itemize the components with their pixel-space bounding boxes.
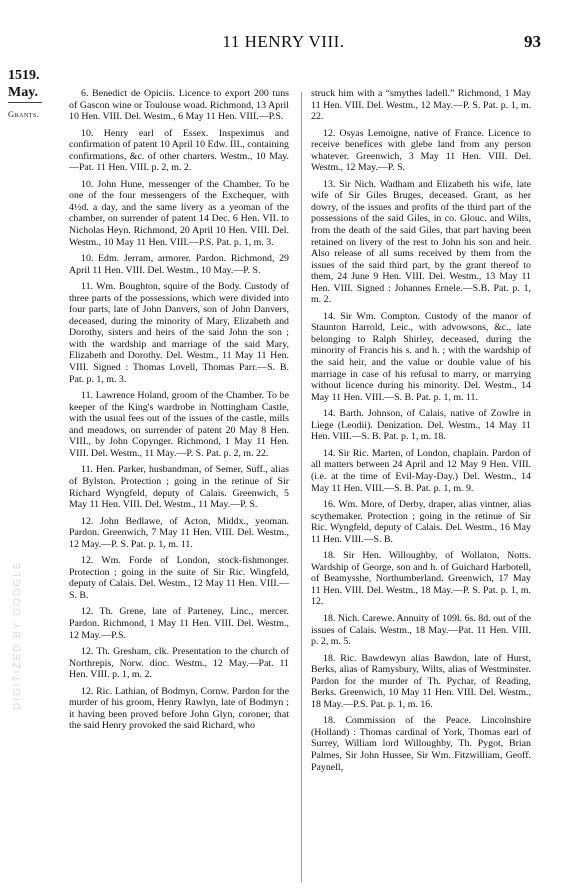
calendar-entry: 16. Wm. More, of Derby, draper, alias vintner, alias scythemaker. Protection ; going in the retinue of Sir Ric. Wyngfeld, deputy of Calais. Del. Westm., 16 May 11 Hen. VIII.—S. B. bbox=[311, 499, 531, 545]
calendar-entry: 12. Th. Grene, late of Parteney, Linc., mercer. Pardon. Richmond, 1 May 11 Hen. VIII. Del. Westm., 12 May.—P.S. bbox=[69, 606, 289, 641]
margin-year: 1519. bbox=[8, 68, 40, 83]
calendar-entry: 12. Wm. Forde of London, stock-fishmonger. Protection ; going in the suite of Sir Ric. Wingfeld, deputy of Calais. Del. Westm., 12 May 11 Hen. VIII.—S. B. bbox=[69, 555, 289, 601]
calendar-entry: 18. Sir Hen. Willoughby, of Wollaton, Notts. Wardship of George, son and h. of Guichard Harbotell, of Beamysshe, Northumberland. Greenwich, 17 May 11 Hen. VIII. Del. Westm., 18 May.—P. S. Pat. p. 1, m. 12. bbox=[311, 550, 531, 608]
calendar-entry: 10. Henry earl of Essex. Inspeximus and confirmation of patent 10 April 10 Edw. III., containing confirmations, &c. of other charters. Westm., 10 May.—Pat. 11 Hen. VIII. p. 2, m. 2. bbox=[69, 127, 289, 174]
right-column bbox=[311, 88, 531, 778]
calendar-entry: 11. Hen. Parker, husbandman, of Semer, Suff., alias of Bylston. Protection ; going in the retinue of Sir Richard Wyngfeld, deputy of Calais. Greenwich, 5 May 11 Hen. VIII. Del. Westm., 11 May.—P. S. bbox=[69, 464, 289, 511]
left-column bbox=[69, 88, 289, 737]
calendar-entry: 12. Osyas Lemoigne, native of France. Licence to receive benefices with glebe land from any person whatever. Greenwich, 3 May 11 Hen. VIII. Del. Westm., 12 May.—P. S. bbox=[311, 127, 531, 174]
page-number: 93 bbox=[524, 32, 541, 51]
calendar-entry: 14. Sir Ric. Marten, of London, chaplain. Pardon of all matters between 24 April and 12 May 9 Hen. VIII. (i.e. at the time of Evil-May-Day.) Del. Westm., 14 May 11 Hen. VIII.—S. B. Pat. p. 1, m. 9. bbox=[311, 447, 531, 494]
running-title: 11 HENRY VIII. bbox=[222, 32, 345, 51]
calendar-entry: 6. Benedict de Opiciis. Licence to export 200 tuns of Gascon wine or Toulouse woad. Richmond, 13 April 10 Hen. VIII. Del. Westm., 6 May 11 Hen. VIII.—P.S. bbox=[69, 88, 289, 123]
calendar-entry: 13. Sir Nich. Wadham and Elizabeth his wife, late wife of Sir Giles Bruges, deceased. Grant, as her dowry, of the issues and profits of the third part of the possessions of the said Giles, in co. Glouc. and Wilts, from the death of the said Giles, that part having been retained on livery of the rest to John his son and heir. Also release of all sums received by them from the issues of the said third part, by the grant thereof to them, 24 June 9 Hen. VIII. Del. Westm., 13 May 11 Hen. VIII. Signed : Johannes Ernele.—S.B. Pat. p. 1, m. 2. bbox=[311, 178, 531, 306]
running-head bbox=[0, 32, 567, 52]
column-divider bbox=[301, 92, 302, 882]
calendar-entry: 14. Sir Wm. Compton. Custody of the manor of Staunton Harrold, Leic., with advowsons, &c., late belonging to Ralph Shirley, deceased, during the minority of Francis his s. and h. ; with the wardship of the said heir, and the value or double value of his marriage in case of his refusal to marry, or marrying without licence during his minority. Del. Westm., 14 May 11 Hen. VIII.—S. B. Pat. p. 1, m. 11. bbox=[311, 310, 531, 403]
calendar-entry: 10. Edm. Jerram, armorer. Pardon. Richmond, 29 April 11 Hen. VIII. Del. Westm., 10 May.—P. S. bbox=[69, 253, 289, 276]
calendar-entry: 12. Th. Gresham, clk. Presentation to the church of Northrepis, Norw. dioc. Westm., 12 May.—Pat. 11 Hen. VIII. p. 1, m. 2. bbox=[69, 646, 289, 681]
calendar-entry: 12. Ric. Lathian, of Bodmyn, Cornw. Pardon for the murder of his groom, Henry Rawlyn, late of Bodmyn ; it having been proved before John Glyn, coroner, that the said Henry provoked the said Richard, who bbox=[69, 685, 289, 732]
calendar-entry: 10. John Hune, messenger of the Chamber. To be one of the four messengers of the Exchequer, with 4½d. a day, and the same livery as a yeoman of the chamber, on surrender of patent 14 Dec. 6 Hen. VII. to Nicholas Heyn. Richmond, 20 April 10 Hen. VIII. Del. Westm., 10 May 11 Hen. VIII.—P.S. Pat. p. 1, m. 3. bbox=[69, 178, 289, 248]
calendar-entry: 18. Ric. Bawdewyn alias Bawdon, late of Hurst, Berks, alias of Ramysbury, Wilts, alias of Westminster. Pardon for the murder of Th. Pychar, of Reading, Berks. Greenwich, 10 May 11 Hen. VIII. Del. Westm., 18 May.—P.S. Pat. p. 1, m. 16. bbox=[311, 652, 531, 710]
margin-notes bbox=[8, 68, 58, 121]
calendar-entry: 14. Barth. Johnson, of Calais, native of Zowlre in Liege (Leodii). Denization. Del. Westm., 14 May 11 Hen. VIII.—S. B. Pat. p. 1, m. 18. bbox=[311, 408, 531, 443]
calendar-entry: 18. Commission of the Peace. Lincolnshire (Holland) : Thomas cardinal of York, Thomas earl of Surrey, William lord Willoughby, Th. Pygot, Brian Palmes, Sir John Hussee, Sir Wm. Fitzwilliam, Geoff. Paynell, bbox=[311, 715, 531, 773]
calendar-entry: 11. Lawrence Holand, groom of the Chamber. To be keeper of the King's wardrobe in Nottingham Castle, with the usual fees out of the issues of the castle, mills and meadows, on surrender of patent 20 May 8 Hen. VIII., by John Copynger. Richmond, 1 May 11 Hen. VIII. Del. Westm., 11 May.—P. S. Pat. p. 2, m. 22. bbox=[69, 390, 289, 459]
margin-section-label: Grants. bbox=[8, 109, 40, 119]
margin-month: May. bbox=[8, 84, 42, 103]
calendar-entry: 12. John Bedlawe, of Acton, Middx., yeoman. Pardon. Greenwich, 7 May 11 Hen. VIII. Del. Westm., 12 May.—P. S. Pat. p. 1, m. 11. bbox=[69, 515, 289, 550]
calendar-entry: struck him with a “smythes ladell.” Richmond, 1 May 11 Hen. VIII. Del. Westm., 12 May.—P. S. Pat. p. 1, m. 22. bbox=[311, 88, 531, 123]
calendar-entry: 11. Wm. Boughton, squire of the Body. Custody of three parts of the possessions, which were divided into four parts, late of John Danvers, son of John Danvers, deceased, during the minority of Mary, Elizabeth and Dorothy, sisters and heirs of the said John the son ; with the wardship and marriage of the said Mary, Elizabeth and Dorothy. Del. Westm., 11 May 11 Hen. VIII. Signed : Thomas Lovell, Thomas Parr.—S. B. Pat. p. 1, m. 3. bbox=[69, 281, 289, 385]
library-watermark: DIGITIZED BY GOOGLE bbox=[12, 560, 23, 710]
calendar-entry: 18. Nich. Carewe. Annuity of 109l. 6s. 8d. out of the issues of Calais. Westm., 18 May.—Pat. 11 Hen. VIII. p. 2, m. 5. bbox=[311, 612, 531, 648]
